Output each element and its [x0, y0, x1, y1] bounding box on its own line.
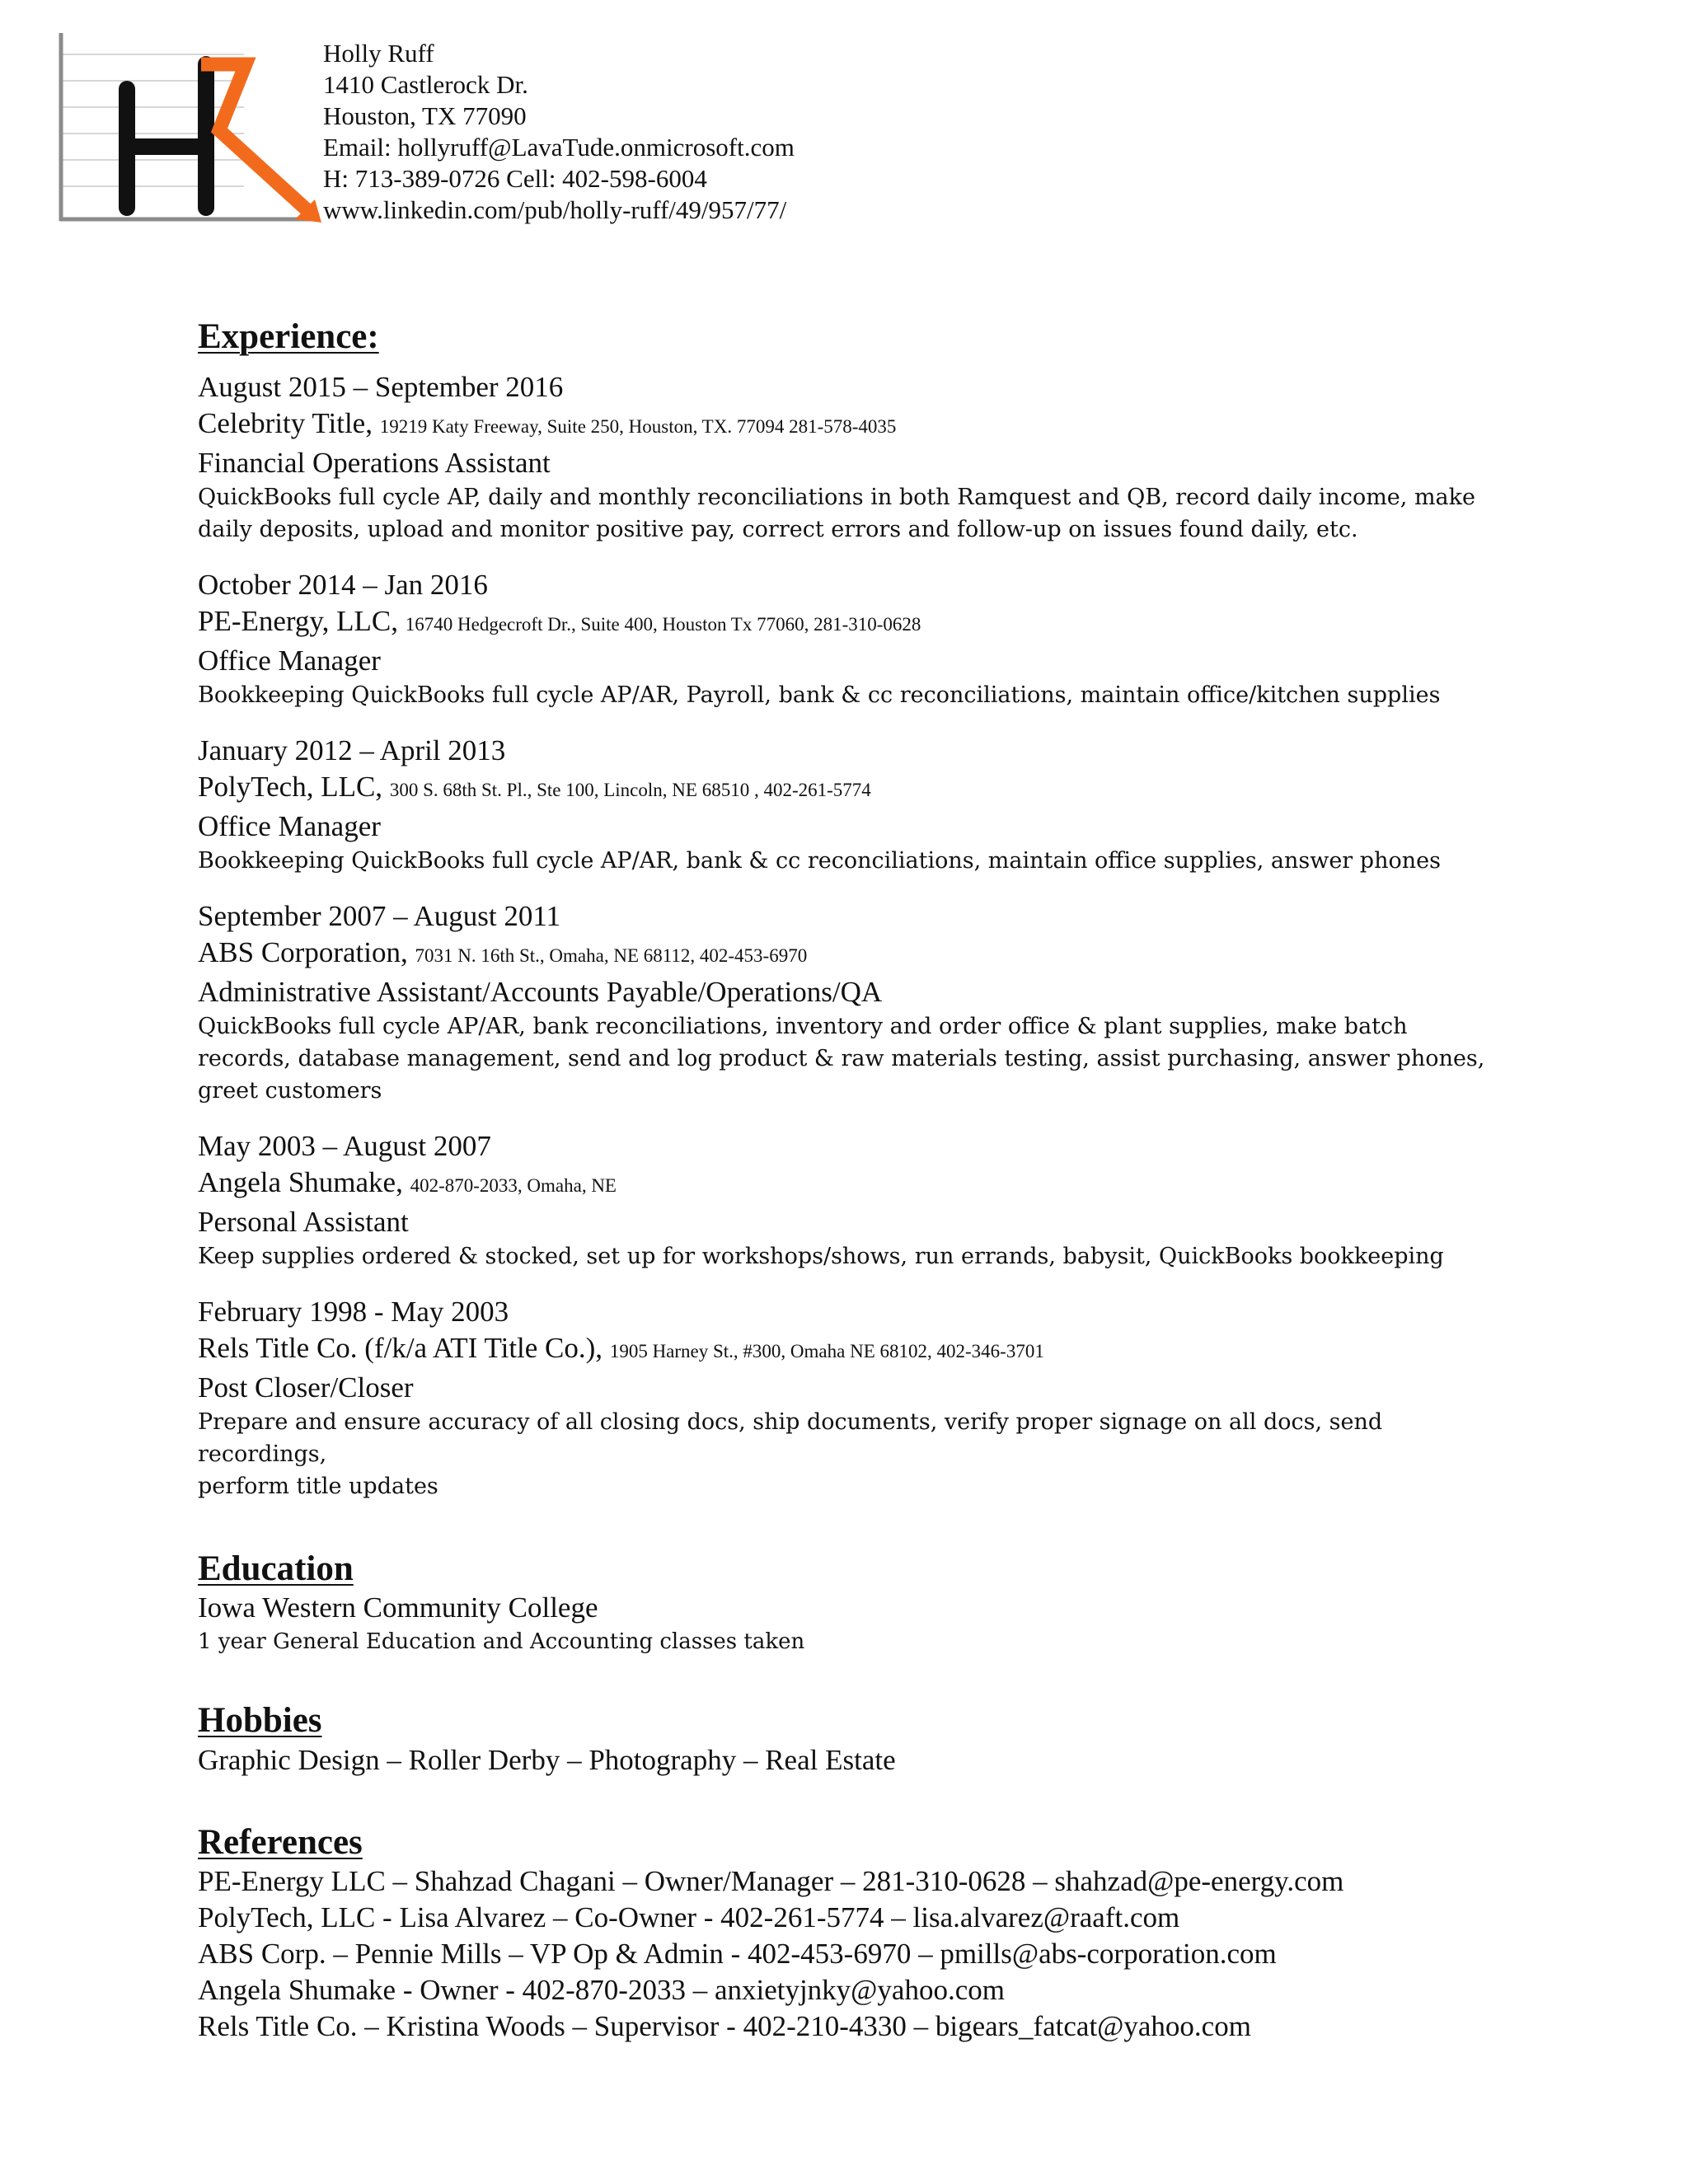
job-address: 402-870-2033, Omaha, NE	[410, 1175, 617, 1196]
job-dates: October 2014 – Jan 2016	[198, 569, 488, 601]
job-company: Angela Shumake,	[198, 1166, 403, 1198]
experience-section	[198, 316, 1500, 1502]
reference-entry: Rels Title Co. – Kristina Woods – Supervisor - 402-210-4330 – bigears_fatcat@yahoo.com	[198, 2010, 1251, 2042]
job-company-line	[198, 1330, 1500, 1370]
job-dates: August 2015 – September 2016	[198, 371, 564, 403]
job-company-line	[198, 935, 1500, 974]
job-description-line: greet customers	[198, 1078, 382, 1104]
logo-letter-r	[201, 64, 310, 213]
contact-street: 1410 Castlerock Dr.	[323, 70, 528, 99]
job-entry	[198, 1128, 1500, 1272]
job-company: ABS Corporation,	[198, 936, 408, 968]
job-company-line	[198, 603, 1500, 643]
references-heading: References	[198, 1823, 363, 1862]
education-school: Iowa Western Community College	[198, 1591, 598, 1624]
job-entry	[198, 733, 1500, 877]
job-title: Administrative Assistant/Accounts Payable/Operations/QA	[198, 976, 883, 1008]
contact-phones: H: 713-389-0726 Cell: 402-598-6004	[323, 164, 707, 193]
contact-email: Email: hollyruff@LavaTude.onmicrosoft.com	[323, 133, 795, 162]
job-description-line: Bookkeeping QuickBooks full cycle AP/AR, Payroll, bank & cc reconciliations, maintain office/kitchen supplies	[198, 682, 1441, 708]
job-title: Post Closer/Closer	[198, 1371, 414, 1404]
job-dates: January 2012 – April 2013	[198, 734, 506, 766]
job-description-line: perform title updates	[198, 1474, 438, 1499]
job-description	[198, 679, 1500, 711]
job-dates: February 1998 - May 2003	[198, 1296, 509, 1328]
reference-entry: PolyTech, LLC - Lisa Alvarez – Co-Owner - 402-261-5774 – lisa.alvarez@raaft.com	[198, 1901, 1180, 1933]
education-heading: Education	[198, 1549, 354, 1588]
job-company: PolyTech, LLC,	[198, 771, 383, 803]
experience-heading: Experience:	[198, 317, 379, 356]
job-company: Rels Title Co. (f/k/a ATI Title Co.),	[198, 1332, 603, 1364]
job-title: Office Manager	[198, 810, 381, 842]
job-description	[198, 1240, 1500, 1272]
hobbies-heading: Hobbies	[198, 1701, 322, 1740]
job-address: 16740 Hedgecroft Dr., Suite 400, Houston Tx 77060, 281-310-0628	[405, 614, 921, 635]
job-company-line	[198, 405, 1500, 445]
job-description-line: daily deposits, upload and monitor positive pay, correct errors and follow-up on issues found daily, etc.	[198, 517, 1358, 542]
job-entry	[198, 1294, 1500, 1502]
contact-name: Holly Ruff	[323, 39, 434, 68]
job-address: 7031 N. 16th St., Omaha, NE 68112, 402-453-6970	[415, 945, 808, 966]
contact-linkedin: www.linkedin.com/pub/holly-ruff/49/957/77/	[323, 195, 787, 224]
job-description-line: Prepare and ensure accuracy of all closing docs, ship documents, verify proper signage on all docs, send recordings,	[198, 1409, 1383, 1467]
reference-entry: Angela Shumake - Owner - 402-870-2033 – anxietyjnky@yahoo.com	[198, 1974, 1005, 2006]
job-description	[198, 1406, 1500, 1502]
references-section	[198, 1822, 1500, 2045]
job-description-line: QuickBooks full cycle AP, daily and monthly reconciliations in both Ramquest and QB, record daily income, make	[198, 485, 1475, 510]
job-description	[198, 845, 1500, 877]
job-company: PE-Energy, LLC,	[198, 605, 399, 637]
job-title: Personal Assistant	[198, 1206, 409, 1238]
job-address: 1905 Harney St., #300, Omaha NE 68102, 402-346-3701	[609, 1341, 1044, 1361]
job-address: 300 S. 68th St. Pl., Ste 100, Lincoln, NE 68510 , 402-261-5774	[389, 780, 871, 800]
job-company: Celebrity Title,	[198, 407, 373, 439]
job-company-line	[198, 769, 1500, 808]
education-detail: 1 year General Education and Accounting classes taken	[198, 1629, 805, 1654]
job-description	[198, 1010, 1500, 1107]
contact-city: Houston, TX 77090	[323, 101, 527, 130]
job-entry	[198, 369, 1500, 546]
job-address: 19219 Katy Freeway, Suite 250, Houston, TX. 77094 281-578-4035	[379, 416, 897, 437]
job-title: Office Manager	[198, 644, 381, 677]
resume-body	[198, 316, 1500, 2045]
hobbies-list: Graphic Design – Roller Derby – Photography – Real Estate	[198, 1744, 896, 1776]
job-dates: May 2003 – August 2007	[198, 1130, 491, 1162]
job-description-line: Keep supplies ordered & stocked, set up for workshops/shows, run errands, babysit, QuickBooks bookkeeping	[198, 1244, 1444, 1269]
job-entry	[198, 898, 1500, 1107]
education-section	[198, 1549, 1500, 1657]
contact-block	[323, 38, 795, 226]
job-description-line: Bookkeeping QuickBooks full cycle AP/AR, bank & cc reconciliations, maintain office supplies, answer phones	[198, 848, 1441, 874]
job-entry	[198, 567, 1500, 711]
job-title: Financial Operations Assistant	[198, 447, 551, 479]
reference-entry: ABS Corp. – Pennie Mills – VP Op & Admin - 402-453-6970 – pmills@abs-corporation.com	[198, 1938, 1277, 1970]
job-dates: September 2007 – August 2011	[198, 900, 561, 932]
job-description-line: QuickBooks full cycle AP/AR, bank reconciliations, inventory and order office & plant supplies, make batch	[198, 1014, 1408, 1039]
job-description-line: records, database management, send and log product & raw materials testing, assist purchasing, answer phones,	[198, 1046, 1485, 1071]
hobbies-section	[198, 1700, 1500, 1779]
reference-entry: PE-Energy LLC – Shahzad Chagani – Owner/Manager – 281-310-0628 – shahzad@pe-energy.com	[198, 1865, 1344, 1897]
job-description	[198, 481, 1500, 546]
job-company-line	[198, 1165, 1500, 1204]
hr-monogram-logo-icon	[54, 30, 323, 229]
